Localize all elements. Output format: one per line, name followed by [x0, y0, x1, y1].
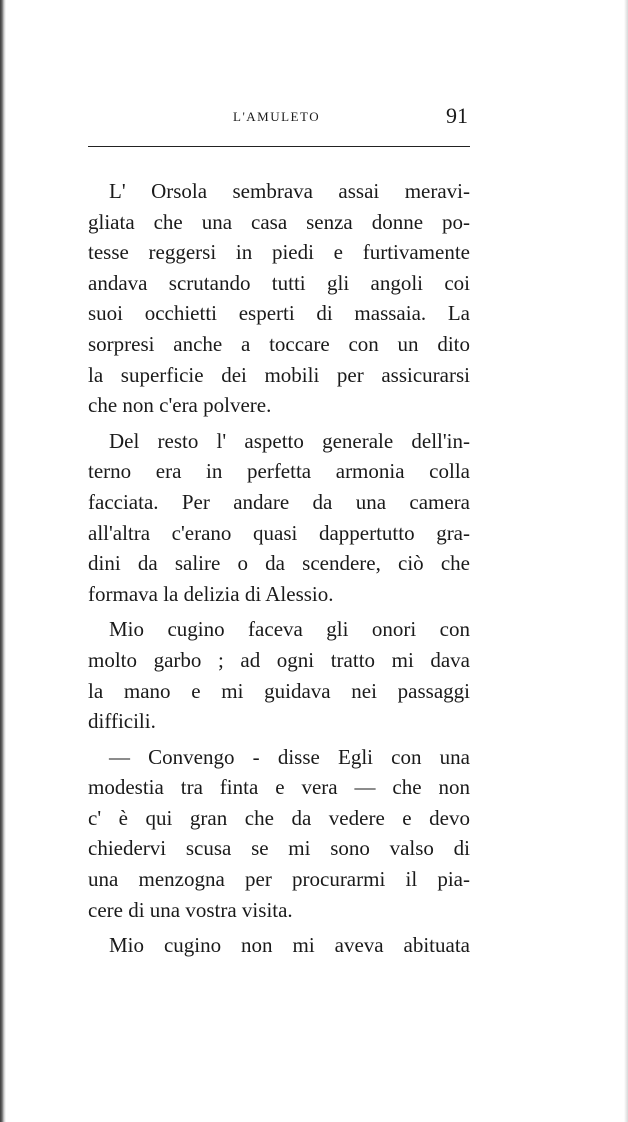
text-line: L' Orsola sembrava assai meravi-: [109, 179, 470, 203]
page-edge-shadow: [624, 0, 628, 1122]
running-title: L'AMULETO: [233, 109, 321, 124]
text-line: formava la delizia di Alessio.: [88, 581, 334, 606]
text-line: Mio cugino non mi aveva abituata: [109, 933, 470, 958]
text-line: facciata. Per andare da una camera: [88, 489, 470, 514]
text-line: la mano e mi guidava nei passaggi: [88, 678, 470, 703]
text-line: dini da salire o da scendere, ciò che: [88, 551, 470, 576]
page-number: 91: [446, 103, 468, 128]
text-line: tesse reggersi in piedi e furtivamente: [88, 240, 470, 265]
text-line: Mio cugino faceva gli onori con: [109, 617, 470, 642]
text-line: terno era in perfetta armonia colla: [88, 459, 470, 484]
text-line: chiedervi scusa se mi sono valso di: [88, 836, 470, 861]
text-line: che non c'era polvere.: [88, 393, 272, 418]
text-line: una menzogna per procurarmi il pia-: [88, 867, 470, 892]
text-line: — Convengo - disse Egli con una: [109, 744, 470, 769]
text-line: all'altra c'erano quasi dappertutto gra-: [88, 520, 470, 545]
page-header: [88, 103, 470, 133]
text-line: suoi occhietti esperti di massaia. La: [88, 301, 470, 326]
header-rule: [88, 146, 470, 147]
page-binding-shadow: [0, 0, 6, 1122]
text-line: molto garbo ; ad ogni tratto mi dava: [88, 647, 470, 672]
text-line: cere di una vostra visita.: [88, 897, 293, 922]
body-text: [88, 176, 470, 961]
text-line: difficili.: [88, 709, 156, 734]
text-line: la superficie dei mobili per assicurarsi: [88, 362, 470, 387]
text-line: modestia tra finta e vera — che non: [88, 775, 470, 800]
text-line: Del resto l' aspetto generale dell'in-: [109, 428, 470, 453]
text-line: andava scrutando tutti gli angoli coi: [88, 270, 470, 295]
text-line: sorpresi anche a toccare con un dito: [88, 331, 470, 356]
text-line: gliata che una casa senza donne po-: [88, 209, 470, 234]
text-line: c' è qui gran che da vedere e devo: [88, 805, 470, 830]
